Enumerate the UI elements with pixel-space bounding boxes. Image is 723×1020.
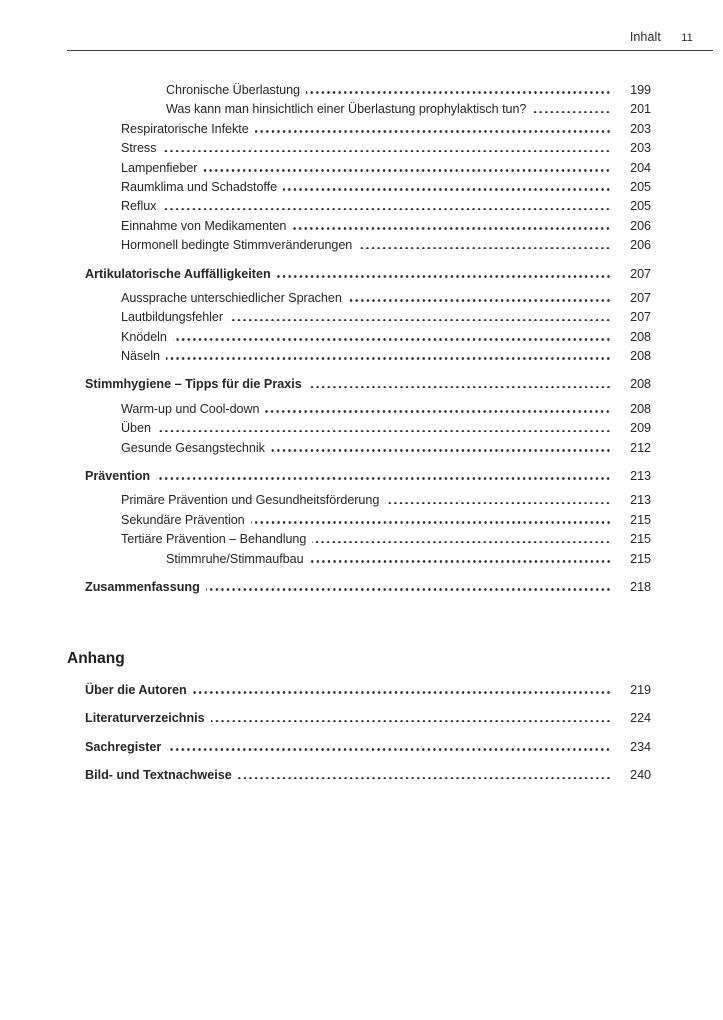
toc-entry bbox=[85, 328, 651, 347]
toc-entry-label: Warm-up und Cool-down bbox=[121, 401, 260, 416]
toc-entry bbox=[85, 511, 651, 530]
toc-entry-page: 208 bbox=[630, 349, 651, 364]
dot-leader bbox=[312, 541, 611, 544]
running-head bbox=[67, 30, 713, 51]
toc-entry-label: Gesunde Gesangstechnik bbox=[121, 440, 265, 455]
toc-entry-page: 203 bbox=[630, 121, 651, 136]
toc-entry-page: 208 bbox=[630, 329, 651, 344]
toc-entry-page: 234 bbox=[630, 739, 651, 754]
running-head-title: Inhalt bbox=[629, 30, 661, 44]
toc-entry bbox=[85, 550, 651, 569]
dot-leader bbox=[162, 208, 611, 211]
toc-entry-page: 240 bbox=[630, 768, 651, 783]
toc-entry bbox=[85, 265, 651, 284]
toc-entry-page: 199 bbox=[630, 83, 651, 97]
dot-leader bbox=[255, 130, 611, 133]
toc-entry bbox=[85, 139, 651, 158]
toc-entry-page: 201 bbox=[630, 102, 651, 117]
toc-entry-label: Über die Autoren bbox=[85, 683, 187, 697]
toc-entry-page: 213 bbox=[630, 493, 651, 508]
dot-leader bbox=[203, 169, 611, 172]
dot-leader bbox=[162, 150, 611, 153]
toc-entry-label: Prävention bbox=[85, 469, 151, 484]
toc-entry bbox=[67, 766, 651, 785]
dot-leader bbox=[206, 588, 611, 591]
toc-entry-page: 209 bbox=[630, 421, 651, 436]
dot-leader bbox=[193, 691, 611, 694]
toc-entry-page: 215 bbox=[630, 551, 651, 566]
toc-entry bbox=[85, 530, 651, 549]
toc-entry-page: 218 bbox=[630, 579, 651, 594]
toc-entry-page: 206 bbox=[630, 238, 651, 253]
toc-entry-label: Knödeln bbox=[121, 329, 167, 344]
dot-leader bbox=[306, 91, 611, 94]
dot-leader bbox=[167, 748, 611, 751]
toc-entry-label: Lautbildungsfehler bbox=[121, 310, 224, 325]
toc-entry bbox=[85, 439, 651, 458]
dot-leader bbox=[238, 777, 611, 780]
running-head-page-number: 11 bbox=[681, 32, 693, 44]
toc-entry bbox=[85, 197, 651, 216]
toc-entry-label: Sekundäre Prävention bbox=[121, 512, 245, 527]
toc-entry-page: 207 bbox=[630, 310, 651, 325]
toc-entry-page: 224 bbox=[630, 711, 651, 726]
toc-entry-label: Reflux bbox=[121, 199, 157, 214]
toc-entry-page: 215 bbox=[630, 512, 651, 527]
toc-entry-label: Raumklima und Schadstoffe bbox=[121, 179, 278, 194]
toc-entry-label: Was kann man hinsichtlich einer Überlastung prophylaktisch tun? bbox=[166, 102, 527, 117]
dot-leader bbox=[348, 299, 611, 302]
toc-entry bbox=[85, 100, 651, 119]
dot-leader bbox=[157, 430, 611, 433]
toc-entry bbox=[85, 419, 651, 438]
dot-leader bbox=[229, 319, 611, 322]
toc-entry-page: 203 bbox=[630, 141, 651, 156]
dot-leader bbox=[283, 188, 611, 191]
toc-entry bbox=[67, 738, 651, 757]
dot-leader bbox=[358, 247, 611, 250]
dot-leader bbox=[310, 560, 611, 563]
toc-entry-label: Chronische Überlastung bbox=[166, 83, 301, 97]
toc-entry-label: Primäre Prävention und Gesundheitsförderung bbox=[121, 493, 380, 508]
dot-leader bbox=[308, 386, 611, 389]
toc-entry-page: 215 bbox=[630, 532, 651, 547]
toc-entry-label: Stimmruhe/Stimmaufbau bbox=[166, 551, 304, 566]
dot-leader bbox=[385, 502, 611, 505]
toc-entry bbox=[85, 578, 651, 597]
toc-entry-label: Einnahme von Medikamenten bbox=[121, 218, 287, 233]
toc-entry-page: 213 bbox=[630, 469, 651, 484]
toc-entry bbox=[85, 347, 651, 366]
toc-entry-page: 219 bbox=[630, 683, 651, 697]
toc-entry bbox=[67, 681, 651, 700]
toc-entry bbox=[85, 308, 651, 327]
appendix-list bbox=[67, 681, 651, 786]
toc-entry bbox=[85, 491, 651, 510]
dot-leader bbox=[265, 410, 611, 413]
toc-entry bbox=[85, 375, 651, 394]
toc-entry-label: Aussprache unterschiedlicher Sprachen bbox=[121, 290, 342, 305]
toc-entry-label: Stimmhygiene – Tipps für die Praxis bbox=[85, 377, 302, 392]
toc-entry-label: Tertiäre Prävention – Behandlung bbox=[121, 532, 307, 547]
dot-leader bbox=[251, 521, 611, 524]
toc-entry bbox=[67, 709, 651, 728]
toc-entry-label: Sachregister bbox=[85, 739, 162, 754]
toc-entry-page: 206 bbox=[630, 218, 651, 233]
toc-entry bbox=[85, 159, 651, 178]
toc-entry-page: 208 bbox=[630, 401, 651, 416]
toc-list bbox=[85, 81, 651, 602]
toc-entry bbox=[85, 178, 651, 197]
dot-leader bbox=[277, 275, 611, 278]
toc-entry-label: Stress bbox=[121, 141, 157, 156]
toc-entry bbox=[85, 467, 651, 486]
toc-entry-page: 208 bbox=[630, 377, 651, 392]
appendix-section bbox=[67, 649, 651, 794]
dot-leader bbox=[271, 449, 611, 452]
toc-entry-page: 212 bbox=[630, 440, 651, 455]
toc-entry-page: 207 bbox=[630, 290, 651, 305]
toc-entry-page: 205 bbox=[630, 179, 651, 194]
toc-entry-label: Näseln bbox=[121, 349, 160, 364]
toc-entry bbox=[85, 81, 651, 100]
toc-entry-label: Bild- und Textnachweise bbox=[85, 768, 232, 783]
toc-entry-page: 207 bbox=[630, 266, 651, 281]
dot-leader bbox=[156, 477, 611, 480]
toc-entry-label: Respiratorische Infekte bbox=[121, 121, 249, 136]
toc-entry bbox=[85, 217, 651, 236]
toc-entry-label: Artikulatorische Auffälligkeiten bbox=[85, 266, 271, 281]
dot-leader bbox=[211, 720, 611, 723]
toc-entry bbox=[85, 236, 651, 255]
toc-entry bbox=[85, 289, 651, 308]
toc-entry-label: Literaturverzeichnis bbox=[85, 711, 205, 726]
dot-leader bbox=[532, 111, 611, 114]
toc-entry-label: Üben bbox=[121, 421, 151, 436]
toc-entry-page: 205 bbox=[630, 199, 651, 214]
toc-entry-label: Lampenfieber bbox=[121, 160, 198, 175]
toc-entry-label: Zusammenfassung bbox=[85, 579, 200, 594]
toc-entry bbox=[85, 400, 651, 419]
dot-leader bbox=[166, 357, 611, 360]
toc-entry-page: 204 bbox=[630, 160, 651, 175]
dot-leader bbox=[173, 338, 611, 341]
dot-leader bbox=[292, 227, 611, 230]
toc-entry-label: Hormonell bedingte Stimmveränderungen bbox=[121, 238, 353, 253]
toc-entry bbox=[85, 120, 651, 139]
appendix-heading: Anhang bbox=[67, 650, 125, 667]
